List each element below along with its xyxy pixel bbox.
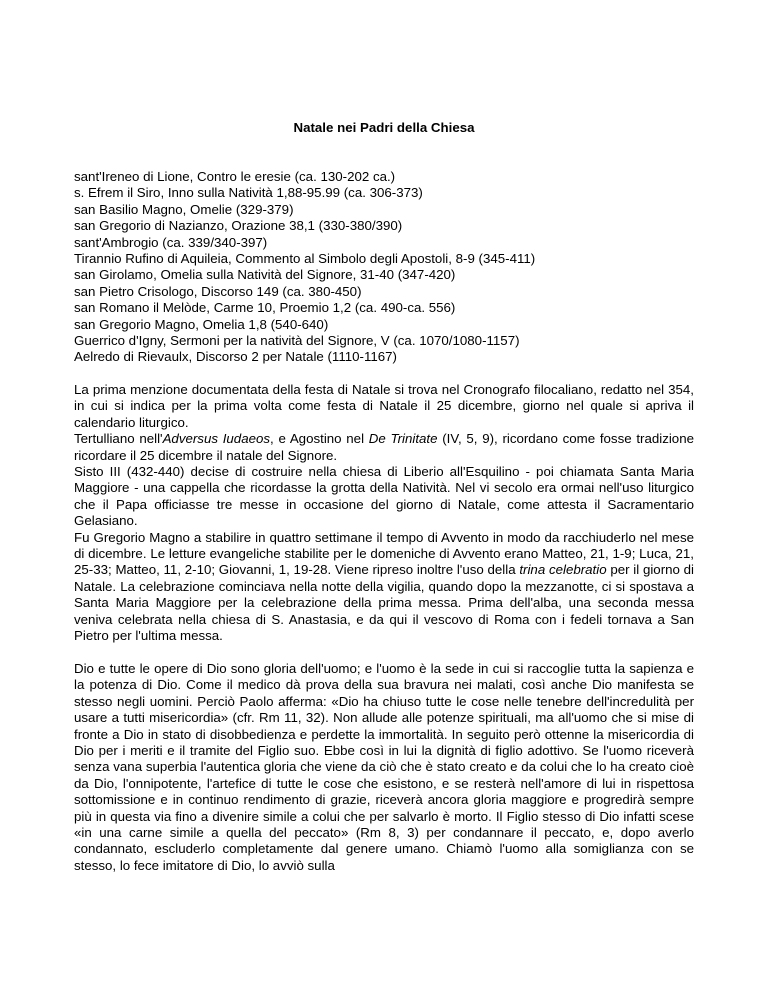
history-paragraph: La prima menzione documentata della festa di Natale si trova nel Cronografo filocaliano, redatto nel 354, in cui si indica per la prima volta come festa di Natale il 25 dicembre, giorno nel quale si apriva il calendario liturgico.: [74, 382, 694, 430]
italic-term: trina celebratio: [519, 562, 607, 578]
text-run: per il giorno di Natale. La celebrazione cominciava nella notte della vigilia, quando dopo la mezzanotte, ci si spostava a Santa Maria Maggiore per la celebrazione della prima messa. Prima dell'alba, una seconda messa veniva celebrata nella chiesa di S. Anastasia, e da qui il vescovo di Roma con i fedeli tornava a San Pietro per l'ultima messa.: [74, 562, 695, 644]
source-item: s. Efrem il Siro, Inno sulla Natività 1,88-95.99 (ca. 306-373): [74, 185, 423, 201]
source-item: sant'Ireneo di Lione, Contro le eresie (ca. 130-202 ca.): [74, 169, 396, 184]
italic-title: De Trinitate: [368, 431, 438, 447]
document-title: Natale nei Padri della Chiesa: [293, 120, 475, 135]
source-item: sant'Ambrogio (ca. 339/340-397): [74, 234, 268, 250]
source-item: san Basilio Magno, Omelie (329-379): [74, 201, 294, 217]
source-item: Guerrico d'Igny, Sermoni per la natività del Signore, V (ca. 1070/1080-1157): [74, 333, 520, 349]
quote-paragraph: Dio e tutte le opere di Dio sono gloria dell'uomo; e l'uomo è la sede in cui si raccoglie tutta la sapienza e la potenza di Dio. Come il medico dà prova della sua bravura nei malati, così anche Dio manifesta se stesso negli uomini. Perciò Paolo afferma: «Dio ha chiuso tutte le cose nelle tenebre dell'incredulità per usare a tutti misericordia» (cfr. Rm 11, 32). Non allude alle potenze spirituali, ma all'uomo che si mise di fronte a Dio in stato di disobbedienza e perdette la immortalità. In seguito però ottenne la misericordia di Dio per i meriti e il tramite del Figlio suo. Ebbe così in lui la dignità di figlio adottivo. Se l'uomo riceverà senza vana superbia l'autentica gloria che viene da ciò che è stato creato e da colui che lo ha creato cioè da Dio, l'onnipotente, l'artefice di tutte le cose che esistono, e se resterà nell'amore di lui in rispettosa sottomissione e in continuo rendimento di grazie, riceverà ancora gloria maggiore e progredirà sempre più in questa via fino a divenire simile a colui che per salvarlo è morto. Il Figlio stesso di Dio infatti scese «in una carne simile a quella del peccato» (Rm 8, 3) per condannare il peccato, e, dopo averlo condannato, escluderlo completamente dal genere umano. Chiamò l'uomo alla somiglianza con se stesso, lo fece imitatore di Dio, lo avviò sulla: [74, 661, 694, 873]
source-item: san Pietro Crisologo, Discorso 149 (ca. 380-450): [74, 283, 362, 299]
text-run: Fu Gregorio Magno a stabilire in quattro settimane il tempo di Avvento in modo da racchiuderlo nel mese di dicembre. Le letture evangeliche stabilite per le domeniche di Avvento erano Matteo, 21, 1-9; Luca, 21, 25-33; Matteo, 11, 2-10; Giovanni, 1, 19-28. Viene ripreso inoltre l'uso della: [74, 529, 694, 578]
source-item: Aelredo di Rievaulx, Discorso 2 per Natale (1110-1167): [74, 349, 397, 365]
history-paragraph: [74, 530, 694, 645]
text-run: Tertulliano nell': [74, 431, 163, 447]
source-item: san Gregorio Magno, Omelia 1,8 (540-640): [74, 316, 329, 332]
source-item: san Girolamo, Omelia sulla Natività del Signore, 31-40 (347-420): [74, 267, 456, 283]
text-run: (IV, 5, 9), ricordano come fosse tradizione ricordare il 25 dicembre il natale del Signore.: [74, 431, 694, 463]
history-paragraph: Sisto III (432-440) decise di costruire nella chiesa di Liberio all'Esquilino - poi chiamata Santa Maria Maggiore - una cappella che ricordasse la grotta della Natività. Nel vi secolo era ormai nell'uso liturgico che il Papa officiasse tre messe in occasione del giorno di Natale, come attesta il Sacramentario Gelasiano.: [74, 464, 694, 529]
history-paragraph: [74, 431, 694, 464]
source-item: san Romano il Melòde, Carme 10, Proemio 1,2 (ca. 490-ca. 556): [74, 300, 456, 316]
text-run: , e Agostino nel: [270, 431, 369, 447]
history-section: [74, 382, 694, 645]
source-item: Tirannio Rufino di Aquileia, Commento al Simbolo degli Apostoli, 8-9 (345-411): [74, 251, 536, 267]
source-item: san Gregorio di Nazianzo, Orazione 38,1 (330-380/390): [74, 218, 403, 234]
sources-list: [74, 169, 694, 366]
italic-title: Adversus Iudaeos: [162, 431, 271, 447]
